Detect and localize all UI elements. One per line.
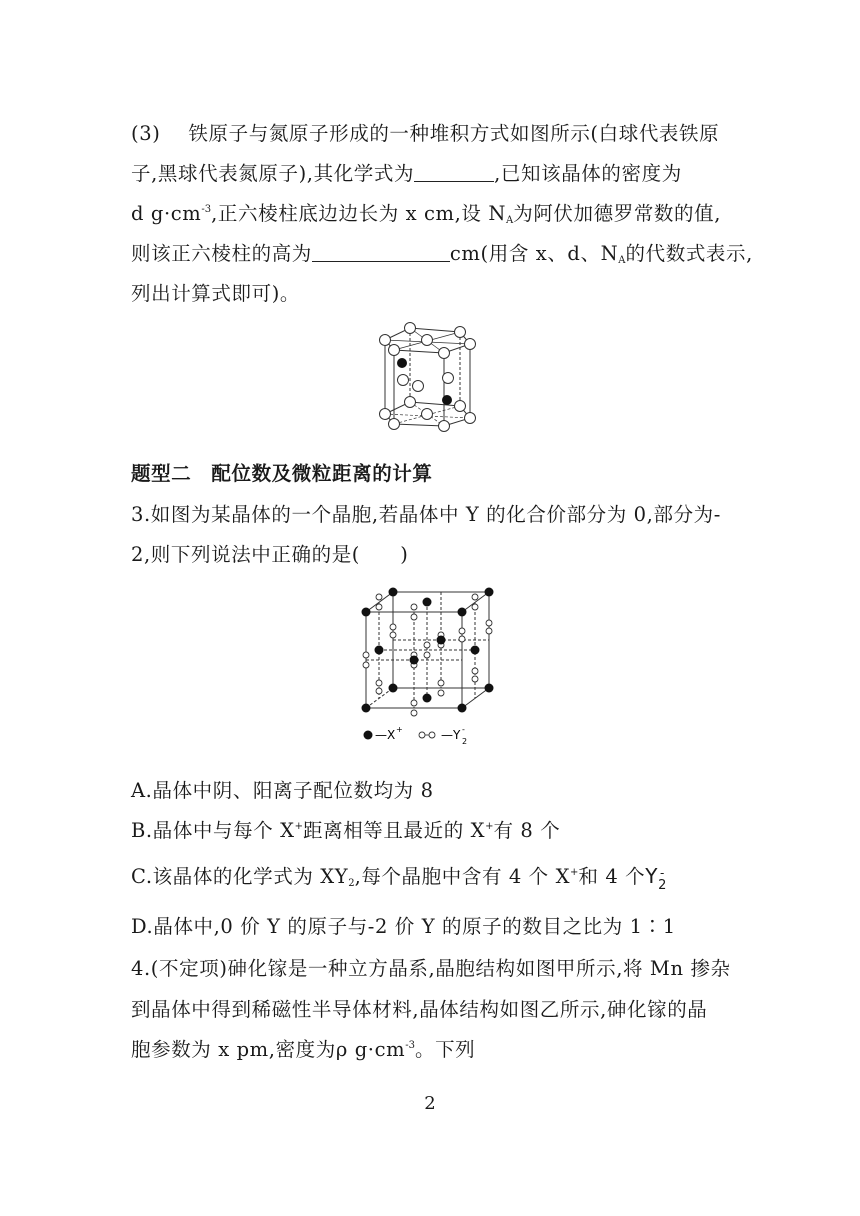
svg-text:+: + bbox=[396, 725, 403, 734]
answer-blank-formula[interactable] bbox=[414, 163, 494, 182]
answer-blank-height[interactable] bbox=[312, 243, 450, 262]
option-c[interactable]: C.该晶体的化学式为 $XY_2$,每个晶胞中含有 4 个 X+和 4 个$Y_2^-$ bbox=[131, 864, 667, 893]
q3-number: (3) bbox=[131, 122, 161, 145]
y2-anion-symbol: $Y_2^-$ bbox=[645, 864, 667, 893]
q4-line1: 4.(不定项)砷化镓是一种立方晶系,晶胞结构如图甲所示,将 Mn 掺杂 bbox=[131, 957, 731, 980]
q3b-line2: 2,则下列说法中正确的是( ) bbox=[131, 543, 409, 566]
q3-line5: 列出计算式即可)。 bbox=[131, 282, 301, 305]
hexagonal-prism-figure bbox=[372, 320, 484, 432]
legend-x-label: —X bbox=[375, 728, 396, 742]
svg-text:-: - bbox=[462, 725, 465, 734]
cubic-crystal-figure bbox=[358, 583, 508, 753]
q3-line4: 则该正六棱柱的高为 cm(用含 x、d、$N_A$的代数式表示, bbox=[131, 242, 753, 266]
option-d[interactable]: D.晶体中,0 价 Y 的原子与-2 价 Y 的原子的数目之比为 1∶1 bbox=[131, 915, 676, 938]
option-b[interactable]: B.晶体中与每个 X+距离相等且最近的 X+有 8 个 bbox=[131, 819, 561, 842]
q3-line2: 子,黑球代表氮原子),其化学式为 ,已知该晶体的密度为 bbox=[131, 162, 682, 185]
svg-text:2: 2 bbox=[462, 737, 468, 746]
q3-line3: d $g\cdot cm^{-3}$,正六棱柱底边边长为 x cm,设 $N_A$为阿伏加德罗常数的值, bbox=[131, 202, 722, 226]
q4-line2: 到晶体中得到稀磁性半导体材料,晶体结构如图乙所示,砷化镓的晶 bbox=[131, 998, 708, 1021]
option-a[interactable]: A.晶体中阴、阳离子配位数均为 8 bbox=[131, 779, 434, 802]
q4-line3: 胞参数为 x pm,密度为ρ $g\cdot cm^{-3}$。下列 bbox=[131, 1038, 476, 1061]
page-number: 2 bbox=[424, 1093, 436, 1114]
figure-legend bbox=[364, 725, 468, 746]
legend-y-label: —Y bbox=[441, 728, 461, 742]
section-heading: 题型二 配位数及微粒距离的计算 bbox=[131, 462, 433, 485]
q3b-line1: 3.如图为某晶体的一个晶胞,若晶体中 Y 的化合价部分为 0,部分为- bbox=[131, 503, 721, 526]
q3-line1: (3) 铁原子与氮原子形成的一种堆积方式如图所示(白球代表铁原 bbox=[131, 122, 720, 145]
